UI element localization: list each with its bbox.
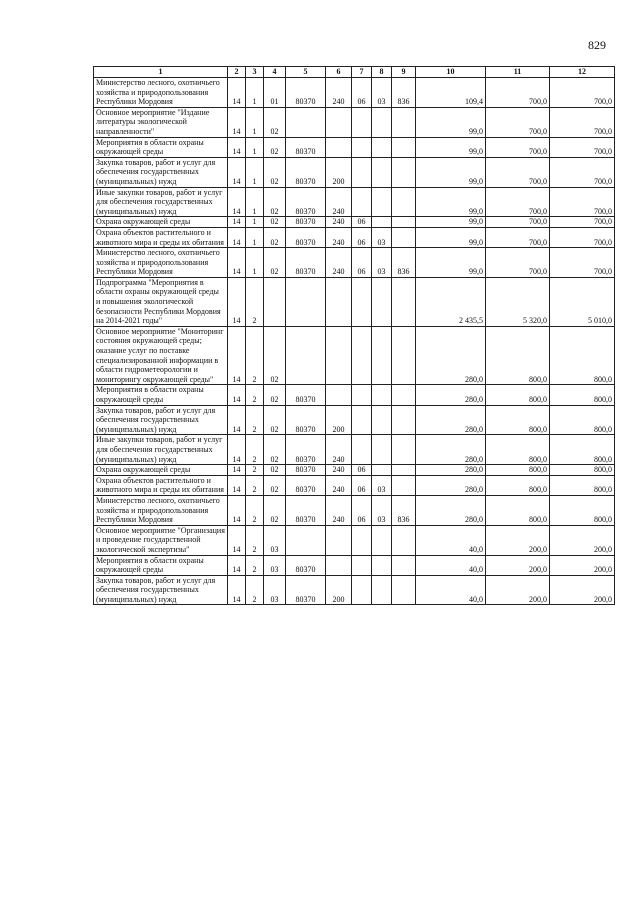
direction-code-cell: 80370 (286, 575, 326, 605)
subdivision-cell: 03 (372, 495, 392, 525)
direction-code-cell: 80370 (286, 475, 326, 495)
expense-type-cell (326, 555, 352, 575)
amount-cell: 700,0 (486, 137, 550, 157)
ministry-code-cell: 836 (392, 78, 416, 108)
amount-cell: 200,0 (550, 575, 615, 605)
event-code-cell: 03 (264, 555, 286, 575)
amount-cell: 280,0 (416, 475, 486, 495)
direction-code-cell: 80370 (286, 78, 326, 108)
direction-code-cell: 80370 (286, 227, 326, 247)
table-body (94, 78, 615, 605)
table-row (94, 385, 615, 405)
section-code-cell: 14 (228, 78, 246, 108)
expense-type-cell (326, 137, 352, 157)
subdivision-cell (372, 107, 392, 137)
row-name-cell: Министерство лесного, охотничьего хозяйства и природопользования Республики Мордовия (94, 495, 228, 525)
subdivision-cell (372, 187, 392, 217)
amount-cell: 200,0 (486, 575, 550, 605)
section-code-cell: 14 (228, 326, 246, 385)
amount-cell: 800,0 (486, 495, 550, 525)
subprogram-code-cell: 1 (246, 137, 264, 157)
ministry-code-cell: 836 (392, 495, 416, 525)
section-code-cell: 14 (228, 495, 246, 525)
division-cell (352, 435, 372, 465)
amount-cell: 700,0 (550, 248, 615, 278)
table-row (94, 495, 615, 525)
event-code-cell (264, 277, 286, 326)
subdivision-cell (372, 555, 392, 575)
ministry-code-cell (392, 187, 416, 217)
amount-cell: 280,0 (416, 385, 486, 405)
subprogram-code-cell: 2 (246, 495, 264, 525)
amount-cell: 280,0 (416, 435, 486, 465)
section-code-cell: 14 (228, 435, 246, 465)
division-cell: 06 (352, 217, 372, 228)
direction-code-cell: 80370 (286, 217, 326, 228)
amount-cell: 40,0 (416, 525, 486, 555)
division-cell (352, 137, 372, 157)
subdivision-cell (372, 326, 392, 385)
table-row (94, 217, 615, 228)
subdivision-cell (372, 435, 392, 465)
event-code-cell: 02 (264, 405, 286, 435)
table-row (94, 227, 615, 247)
subprogram-code-cell: 2 (246, 575, 264, 605)
ministry-code-cell (392, 326, 416, 385)
amount-cell: 200,0 (550, 525, 615, 555)
expense-type-cell: 240 (326, 495, 352, 525)
division-cell: 06 (352, 495, 372, 525)
subprogram-code-cell: 2 (246, 555, 264, 575)
direction-code-cell: 80370 (286, 187, 326, 217)
amount-cell: 700,0 (550, 187, 615, 217)
expense-type-cell: 240 (326, 78, 352, 108)
section-code-cell: 14 (228, 107, 246, 137)
subprogram-code-cell: 1 (246, 78, 264, 108)
row-name-cell: Мероприятия в области охраны окружающей среды (94, 385, 228, 405)
ministry-code-cell (392, 475, 416, 495)
division-cell: 06 (352, 475, 372, 495)
column-header: 5 (286, 67, 326, 78)
table-row (94, 107, 615, 137)
direction-code-cell (286, 326, 326, 385)
row-name-cell: Подпрограмма "Мероприятия в области охраны окружающей среды и повышения экологической безопасности Республики Мордовия на 2014-2021 годы" (94, 277, 228, 326)
ministry-code-cell (392, 435, 416, 465)
amount-cell: 2 435,5 (416, 277, 486, 326)
subdivision-cell (372, 277, 392, 326)
amount-cell: 800,0 (550, 326, 615, 385)
event-code-cell: 02 (264, 107, 286, 137)
ministry-code-cell (392, 465, 416, 476)
section-code-cell: 14 (228, 227, 246, 247)
row-name-cell: Иные закупки товаров, работ и услуг для обеспечения государственных (муниципальных) нужд (94, 435, 228, 465)
section-code-cell: 14 (228, 385, 246, 405)
division-cell: 06 (352, 465, 372, 476)
division-cell (352, 107, 372, 137)
column-header: 9 (392, 67, 416, 78)
subprogram-code-cell: 1 (246, 187, 264, 217)
amount-cell: 40,0 (416, 555, 486, 575)
amount-cell: 700,0 (550, 107, 615, 137)
subdivision-cell: 03 (372, 78, 392, 108)
amount-cell: 800,0 (486, 326, 550, 385)
amount-cell: 800,0 (550, 465, 615, 476)
amount-cell: 700,0 (550, 137, 615, 157)
division-cell (352, 555, 372, 575)
subprogram-code-cell: 2 (246, 475, 264, 495)
subprogram-code-cell: 2 (246, 435, 264, 465)
direction-code-cell: 80370 (286, 385, 326, 405)
division-cell (352, 326, 372, 385)
column-header: 11 (486, 67, 550, 78)
ministry-code-cell: 836 (392, 248, 416, 278)
column-header: 8 (372, 67, 392, 78)
amount-cell: 700,0 (550, 217, 615, 228)
amount-cell: 700,0 (486, 227, 550, 247)
table-row (94, 475, 615, 495)
table-row (94, 137, 615, 157)
expense-type-cell: 240 (326, 435, 352, 465)
row-name-cell: Закупка товаров, работ и услуг для обеспечения государственных (муниципальных) нужд (94, 405, 228, 435)
ministry-code-cell (392, 107, 416, 137)
table-row (94, 405, 615, 435)
direction-code-cell (286, 277, 326, 326)
division-cell (352, 575, 372, 605)
division-cell (352, 157, 372, 187)
header-row (94, 67, 615, 78)
ministry-code-cell (392, 405, 416, 435)
event-code-cell: 02 (264, 385, 286, 405)
subdivision-cell (372, 157, 392, 187)
amount-cell: 700,0 (486, 157, 550, 187)
division-cell (352, 385, 372, 405)
amount-cell: 280,0 (416, 405, 486, 435)
row-name-cell: Охрана объектов растительного и животного мира и среды их обитания (94, 227, 228, 247)
amount-cell: 5 010,0 (550, 277, 615, 326)
subprogram-code-cell: 2 (246, 326, 264, 385)
direction-code-cell: 80370 (286, 465, 326, 476)
column-header: 12 (550, 67, 615, 78)
column-header: 2 (228, 67, 246, 78)
section-code-cell: 14 (228, 217, 246, 228)
ministry-code-cell (392, 525, 416, 555)
expense-type-cell: 240 (326, 227, 352, 247)
expense-type-cell (326, 326, 352, 385)
subprogram-code-cell: 2 (246, 385, 264, 405)
amount-cell: 800,0 (550, 495, 615, 525)
row-name-cell: Охрана окружающей среды (94, 465, 228, 476)
division-cell (352, 187, 372, 217)
event-code-cell: 01 (264, 78, 286, 108)
amount-cell: 800,0 (486, 385, 550, 405)
amount-cell: 280,0 (416, 465, 486, 476)
row-name-cell: Основное мероприятие "Издание литературы экологической направленности" (94, 107, 228, 137)
row-name-cell: Мероприятия в области охраны окружающей среды (94, 555, 228, 575)
event-code-cell: 02 (264, 157, 286, 187)
row-name-cell: Охрана окружающей среды (94, 217, 228, 228)
amount-cell: 99,0 (416, 187, 486, 217)
direction-code-cell: 80370 (286, 495, 326, 525)
subprogram-code-cell: 1 (246, 248, 264, 278)
subdivision-cell (372, 385, 392, 405)
event-code-cell: 02 (264, 435, 286, 465)
section-code-cell: 14 (228, 137, 246, 157)
table-row (94, 435, 615, 465)
amount-cell: 700,0 (486, 217, 550, 228)
row-name-cell: Основное мероприятие "Мониторинг состояния окружающей среды; оказание услуг по поставке специализированной информации в области гидрометеорологии и мониторингу окружающей среды" (94, 326, 228, 385)
row-name-cell: Иные закупки товаров, работ и услуг для обеспечения государственных (муниципальных) нужд (94, 187, 228, 217)
subprogram-code-cell: 2 (246, 405, 264, 435)
table-row (94, 465, 615, 476)
table-row (94, 555, 615, 575)
direction-code-cell: 80370 (286, 157, 326, 187)
event-code-cell: 02 (264, 227, 286, 247)
direction-code-cell: 80370 (286, 137, 326, 157)
subdivision-cell (372, 137, 392, 157)
amount-cell: 99,0 (416, 248, 486, 278)
section-code-cell: 14 (228, 555, 246, 575)
section-code-cell: 14 (228, 187, 246, 217)
amount-cell: 200,0 (486, 555, 550, 575)
section-code-cell: 14 (228, 248, 246, 278)
row-name-cell: Основное мероприятие "Организация и проведение государственной экологической экспертизы" (94, 525, 228, 555)
expense-type-cell (326, 277, 352, 326)
amount-cell: 280,0 (416, 495, 486, 525)
amount-cell: 700,0 (486, 248, 550, 278)
event-code-cell: 02 (264, 137, 286, 157)
row-name-cell: Министерство лесного, охотничьего хозяйства и природопользования Республики Мордовия (94, 78, 228, 108)
subprogram-code-cell: 1 (246, 227, 264, 247)
section-code-cell: 14 (228, 465, 246, 476)
table-row (94, 78, 615, 108)
table-row (94, 248, 615, 278)
amount-cell: 800,0 (550, 435, 615, 465)
event-code-cell: 02 (264, 187, 286, 217)
event-code-cell: 02 (264, 495, 286, 525)
page-number: 829 (588, 38, 606, 52)
ministry-code-cell (392, 217, 416, 228)
amount-cell: 280,0 (416, 326, 486, 385)
subdivision-cell (372, 575, 392, 605)
expense-type-cell (326, 107, 352, 137)
subprogram-code-cell: 2 (246, 465, 264, 476)
direction-code-cell: 80370 (286, 435, 326, 465)
column-header: 3 (246, 67, 264, 78)
budget-table (93, 66, 615, 605)
column-header: 7 (352, 67, 372, 78)
subdivision-cell (372, 465, 392, 476)
expense-type-cell: 200 (326, 405, 352, 435)
direction-code-cell (286, 107, 326, 137)
direction-code-cell: 80370 (286, 405, 326, 435)
event-code-cell: 02 (264, 217, 286, 228)
expense-type-cell: 240 (326, 217, 352, 228)
direction-code-cell (286, 525, 326, 555)
amount-cell: 99,0 (416, 137, 486, 157)
direction-code-cell: 80370 (286, 248, 326, 278)
amount-cell: 99,0 (416, 157, 486, 187)
subdivision-cell (372, 525, 392, 555)
division-cell (352, 277, 372, 326)
row-name-cell: Мероприятия в области охраны окружающей среды (94, 137, 228, 157)
ministry-code-cell (392, 575, 416, 605)
amount-cell: 700,0 (486, 107, 550, 137)
expense-type-cell: 200 (326, 157, 352, 187)
ministry-code-cell (392, 277, 416, 326)
amount-cell: 99,0 (416, 227, 486, 247)
event-code-cell: 02 (264, 465, 286, 476)
ministry-code-cell (392, 157, 416, 187)
table-row (94, 277, 615, 326)
subdivision-cell (372, 217, 392, 228)
event-code-cell: 02 (264, 248, 286, 278)
expense-type-cell: 240 (326, 465, 352, 476)
row-name-cell: Закупка товаров, работ и услуг для обеспечения государственных (муниципальных) нужд (94, 157, 228, 187)
column-header: 4 (264, 67, 286, 78)
amount-cell: 200,0 (486, 525, 550, 555)
subdivision-cell: 03 (372, 227, 392, 247)
division-cell: 06 (352, 78, 372, 108)
amount-cell: 700,0 (486, 78, 550, 108)
table-row (94, 575, 615, 605)
division-cell (352, 525, 372, 555)
section-code-cell: 14 (228, 405, 246, 435)
table-row (94, 187, 615, 217)
expense-type-cell (326, 525, 352, 555)
event-code-cell: 03 (264, 525, 286, 555)
amount-cell: 700,0 (550, 227, 615, 247)
subprogram-code-cell: 1 (246, 107, 264, 137)
amount-cell: 99,0 (416, 217, 486, 228)
section-code-cell: 14 (228, 575, 246, 605)
section-code-cell: 14 (228, 157, 246, 187)
subdivision-cell: 03 (372, 248, 392, 278)
table-row (94, 157, 615, 187)
amount-cell: 700,0 (550, 157, 615, 187)
expense-type-cell: 240 (326, 187, 352, 217)
expense-type-cell: 200 (326, 575, 352, 605)
column-header: 1 (94, 67, 228, 78)
ministry-code-cell (392, 137, 416, 157)
amount-cell: 800,0 (486, 475, 550, 495)
subprogram-code-cell: 2 (246, 277, 264, 326)
column-header: 6 (326, 67, 352, 78)
amount-cell: 99,0 (416, 107, 486, 137)
amount-cell: 109,4 (416, 78, 486, 108)
event-code-cell: 02 (264, 326, 286, 385)
direction-code-cell: 80370 (286, 555, 326, 575)
section-code-cell: 14 (228, 525, 246, 555)
event-code-cell: 02 (264, 475, 286, 495)
ministry-code-cell (392, 227, 416, 247)
amount-cell: 800,0 (486, 465, 550, 476)
amount-cell: 800,0 (550, 385, 615, 405)
table-row (94, 326, 615, 385)
subprogram-code-cell: 1 (246, 157, 264, 187)
expense-type-cell: 240 (326, 475, 352, 495)
amount-cell: 800,0 (486, 405, 550, 435)
expense-type-cell (326, 385, 352, 405)
subprogram-code-cell: 1 (246, 217, 264, 228)
amount-cell: 700,0 (550, 78, 615, 108)
row-name-cell: Охрана объектов растительного и животного мира и среды их обитания (94, 475, 228, 495)
section-code-cell: 14 (228, 475, 246, 495)
amount-cell: 700,0 (486, 187, 550, 217)
amount-cell: 5 320,0 (486, 277, 550, 326)
amount-cell: 800,0 (550, 405, 615, 435)
table-row (94, 525, 615, 555)
amount-cell: 200,0 (550, 555, 615, 575)
section-code-cell: 14 (228, 277, 246, 326)
ministry-code-cell (392, 385, 416, 405)
subdivision-cell (372, 405, 392, 435)
division-cell: 06 (352, 248, 372, 278)
event-code-cell: 03 (264, 575, 286, 605)
division-cell: 06 (352, 227, 372, 247)
expense-type-cell: 240 (326, 248, 352, 278)
amount-cell: 800,0 (486, 435, 550, 465)
row-name-cell: Министерство лесного, охотничьего хозяйства и природопользования Республики Мордовия (94, 248, 228, 278)
amount-cell: 40,0 (416, 575, 486, 605)
subdivision-cell: 03 (372, 475, 392, 495)
column-header: 10 (416, 67, 486, 78)
division-cell (352, 405, 372, 435)
row-name-cell: Закупка товаров, работ и услуг для обеспечения государственных (муниципальных) нужд (94, 575, 228, 605)
ministry-code-cell (392, 555, 416, 575)
subprogram-code-cell: 2 (246, 525, 264, 555)
amount-cell: 800,0 (550, 475, 615, 495)
